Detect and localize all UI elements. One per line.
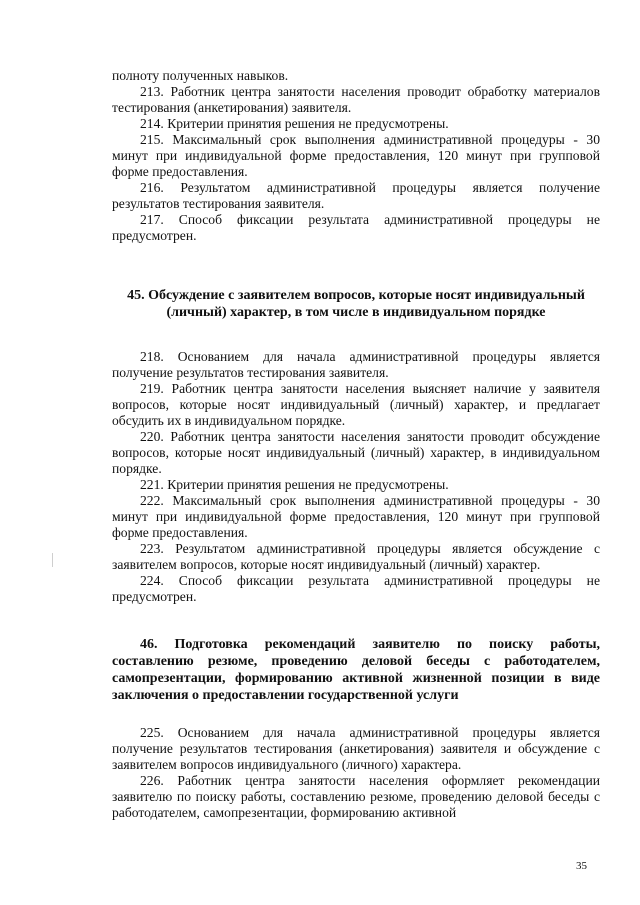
paragraph-224: 224. Способ фиксации результата административной процедуры не предусмотрен. bbox=[112, 573, 600, 604]
paragraph-214: 214. Критерии принятия решения не предусмотрены. bbox=[140, 116, 449, 131]
paragraph-225: 225. Основанием для начала административной процедуры является получение результатов тестирования (анкетирования) заявителя и обсуждение с заявителем вопросов индивидуального (личного) характера. bbox=[112, 725, 600, 772]
paragraph-219: 219. Работник центра занятости населения выясняет наличие у заявителя вопросов, которые носят индивидуальный (личный) характер, и предлагает обсудить их в индивидуальном порядке. bbox=[112, 381, 600, 428]
paragraph-213: 213. Работник центра занятости населения проводит обработку материалов тестирования (анкетирования) заявителя. bbox=[112, 84, 600, 115]
paragraphs-218-224 bbox=[112, 349, 600, 605]
paragraph-226: 226. Работник центра занятости населения оформляет рекомендации заявителю по поиску работы, составлению резюме, проведению деловой беседы с работодателем, самопрезентации, формированию активной bbox=[112, 773, 600, 820]
paragraphs-225-226 bbox=[112, 725, 600, 821]
paragraphs-213-217 bbox=[112, 68, 600, 244]
section-45-heading: 45. Обсуждение с заявителем вопросов, которые носят индивидуальный (личный) характер, в том числе в индивидуальном порядке bbox=[127, 288, 585, 320]
paragraph-221: 221. Критерии принятия решения не предусмотрены. bbox=[140, 477, 449, 492]
section-46-heading: 46. Подготовка рекомендаций заявителю по поиску работы, составлению резюме, проведению деловой беседы с работодателем, самопрезентации, формированию активной жизненной позиции в виде заключения о предоставлении государственной услуги bbox=[112, 637, 600, 703]
paragraph-220: 220. Работник центра занятости населения занятости проводит обсуждение вопросов, которые носят индивидуальный (личный) характер, в индивидуальном порядке. bbox=[112, 429, 600, 476]
paragraph-222: 222. Максимальный срок выполнения административной процедуры - 30 минут при индивидуальной форме предоставления, 120 минут при групповой форме предоставления. bbox=[112, 493, 600, 540]
paragraph-218: 218. Основанием для начала административной процедуры является получение результатов тестирования заявителя. bbox=[112, 349, 600, 380]
page-number: 35 bbox=[576, 860, 587, 872]
paragraph-continuation: полноту полученных навыков. bbox=[112, 68, 289, 83]
paragraph-215: 215. Максимальный срок выполнения административной процедуры - 30 минут при индивидуальной форме предоставления, 120 минут при групповой форме предоставления. bbox=[112, 132, 600, 179]
paragraph-217: 217. Способ фиксации результата административной процедуры не предусмотрен. bbox=[112, 212, 600, 243]
paragraph-216: 216. Результатом административной процедуры является получение результатов тестирования заявителя. bbox=[112, 180, 600, 211]
paragraph-223: 223. Результатом административной процедуры является обсуждение с заявителем вопросов, которые носят индивидуальный (личный) характер. bbox=[112, 541, 600, 572]
scan-margin-mark bbox=[52, 553, 53, 567]
